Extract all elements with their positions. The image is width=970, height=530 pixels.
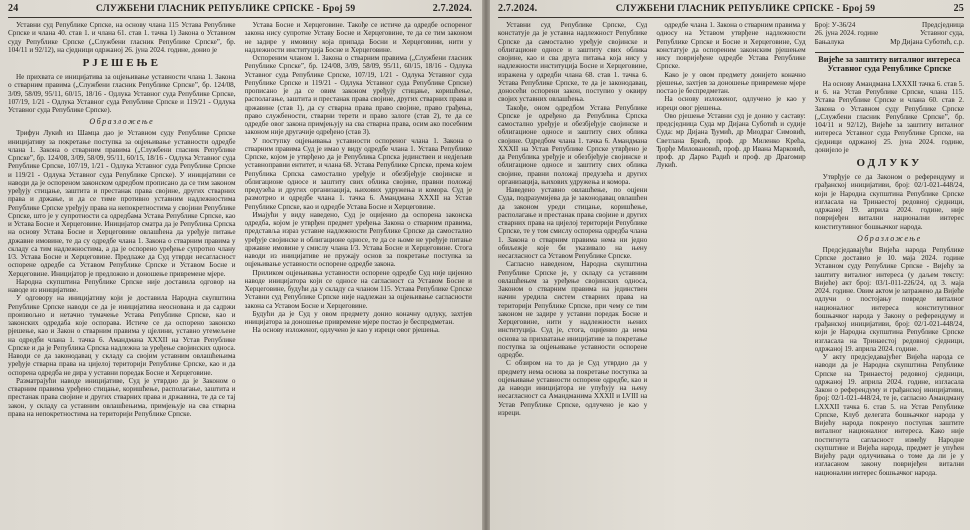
page-number: 25 xyxy=(953,3,964,14)
paragraph: Разматрајући наводе иницијативе, Суд је утврдио да је Законом о стварним правима уређено стицање, коришћење, располагање, заштита и престанак права својине и других стварних права и државина, те да се тај закон, у складу са уставним овлашћењима, примјењује на сва стварна права на непокретностима на територији Републике Српске. xyxy=(8,376,236,418)
issue-date: 2.7.2024. xyxy=(432,3,472,14)
running-head xyxy=(8,3,472,18)
section-heading: РЈЕШЕЊЕ xyxy=(82,57,161,69)
book-gutter xyxy=(482,0,490,530)
signature-line xyxy=(815,21,964,29)
paragraph: Ово рјешење Уставни суд је донио у саставу: предсједница Суда мр Дијана Суботић и судије Суда: мр Дијана Ђумић, др Миодраг Симовић, Светлана Бркић, проф. др Миленко Крећа, Ђорђе Миловановић, проф. др Ивана Марковић, проф. др Дарко Радић и проф. др Драгомир Лукић. xyxy=(656,111,806,170)
section-subheading: Образложење xyxy=(89,117,155,127)
text-columns xyxy=(498,21,964,530)
journal-title: СЛУЖБЕНИ ГЛАСНИК РЕПУБЛИКЕ СРПСКЕ - Број 59 xyxy=(95,4,356,14)
paragraph: одредбе члана 1. Закона о стварним правима у односу на Уставом утврђене надлежности Републике Српске и Босне и Херцеговине, Суд констатује да оспореним законским рјешењем нису повријеђене одредбе Устава Републике Српске. xyxy=(656,21,806,71)
right-page xyxy=(490,0,970,530)
paragraph: У поступку оцјењивања уставности оспореног члана 1. Закона о стварним правима Суд је имао у виду одредбе члана 1. Устава Републике Српске, којом је утврђено да је Република Српска јединствен и недјељив уставноправни ентитет, и члана 68. Устава Републике Српске, према којем Република Српска самостално уређује и обезбјеђује својинске и облигационе односе и заштиту свих облика својине, правни положај предузећа и других организација, њихових удружења и комора. Суд је размотрио и одредбе члана 1. тачка 6. Амандмана XXXII на Устав Републике Српске, као и одредбе Устава Босне и Херцеговине. xyxy=(244,136,472,211)
paragraph: На основу изложеног, одлучено је као у изреци овог рјешења. xyxy=(252,326,440,335)
paragraph: Устава Босне и Херцеговине. Такође се истиче да одредбе оспореног закона нису супротне Уставу Босне и Херцеговине, те да се тим законом не задире у имовину која припада Босни и Херцеговини, нити у надлежности институција Босне и Херцеговине. xyxy=(244,21,472,54)
paragraph: Уставни суд Републике Српске, на основу члана 115 Устава Републике Српске и члана 40. став 1. и члана 61. став 1. тачка 1) Закона о Уставном суду Републике Српске („Службени гласник Републике Српске”, бр. 104/11 и 92/12), на сједници одржаној 26. јуна 2024. године, донио је xyxy=(8,21,236,54)
paragraph: Такође, оном одредбом Устава Републике Српске је одређено да Република Српска самостално уређује и обезбјеђује својинске и облигационе односе и заштиту свих облика својине. Одредбом члана 1. тачка 6. Амандмана XXXII на Устав Републике Српске утврђено је да Република уређује и обезбјеђује својинске и облигационе односе и заштиту свих облика својине, правни положај предузећа и других организација, њихових удружења и комора. xyxy=(498,103,648,186)
paragraph: Уставни суд Републике Српске, Суд констатује да је уставна надлежност Републике Српске да самостално уређује својинске и облигационе односе и заштиту свих облика својине, као и сва друга питања која нису у надлежности институција Босне и Херцеговине, изражена у одредби члана 68. став 1. тачка 6. Устава Републике Српске, те да је законодавац, доносећи оспорени закон, поступио у оквиру својих уставних овлашћења. xyxy=(498,21,648,104)
paragraph: Оспореним чланом 1. Закона о стварним правима („Службени гласник Републике Српске”, бр. 124/08, 3/09, 58/09, 95/11, 60/15, 18/16 - Одлука Уставног суда Републике Српске, 107/19, 1/21 - Одлука Уставног суда Републике Српске и 119/21 - Одлука Уставног суда Републике Српске) прописано је да се овим законом уређују стицање, коришћење, располагање, заштита и престанак права својине, других стварних права и државине (став 1), да су стварна права право својине, право грађења, право службености, стварни терети и право залоге (став 2), те да се одредбе овог закона примјењују на сва стварна права, осим ако посебним законом није другачије одређено (став 3). xyxy=(244,54,472,137)
signature-left: Број: У-36/24 xyxy=(814,21,856,29)
signature-line xyxy=(815,38,964,46)
signature-left: Бањалука xyxy=(814,37,844,46)
signature-right: Уставног суда, xyxy=(919,29,964,38)
paragraph: Како је у овом предмету донијето коначно рјешење, захтјев за доношење привремене мјере постао је беспредметан. xyxy=(656,70,806,95)
column-2 xyxy=(656,21,805,530)
running-head xyxy=(498,3,964,18)
paragraph: Не прихвата се иницијатива за оцјењивање уставности члана 1. Закона о стварним правима („Службени гласник Републике Српске”, бр. 124/08, 3/09, 58/09, 95/11, 60/15, 18/16 - Одлука Уставног суда Републике Српске, 107/19, 1/21 - Одлука Уставног суда Републике Српске и 119/21 - Одлука Уставног суда Републике Српске). xyxy=(8,73,236,114)
paragraph: На основу изложеног, одлучено је као у изреци овог рјешења. xyxy=(656,95,806,112)
column-1 xyxy=(8,21,236,530)
paragraph: Народна скупштина Републике Српске није доставила одговор на наводе из иницијативе. xyxy=(8,277,236,294)
paragraph: Утврђује се да Законом о референдуму и грађанској иницијативи, број: 02/1-021-448/24, који је Народна скупштина Републике Српске изгласала на Тринаестој редовној сједници, одржаној 19. априла 2024. године, није повријеђен витални национални интерес конститутивног бошњачког народа. xyxy=(814,173,964,231)
signature-left: 26. јуна 2024. године xyxy=(814,29,879,38)
paragraph: Наведено уставно овлашћење, по оцјени Суда, подразумијева да је законодавац овлашћен да законом уреди стицање, коришћење, располагање и престанак права својине и других стварних права на цијелој територији Републике Српске, те у том смислу оспорена одредба члана 1. Закона о стварним правима нема ни једно обиљежје које би указивало на њену несагласност са Уставом Републике Српске. xyxy=(498,186,648,260)
paragraph: Трифун Лукић из Шамца дао је Уставном суду Републике Српске иницијативу за покретање поступка за оцјењивање уставности одредбе члана 1. Закона о стварним правима („Службени гласник Републике Српске”, бр. 124/08, 3/09, 58/09, 95/11, 60/15, 18/16 - Одлука Уставног суда Републике Српске, 107/19, 1/21 - Одлука Уставног суда Републике Српске и 119/21 - Одлука Уставног суда Републике Српске). У иницијативи се наводи да је оспореном законском одредбом прописано да се тим законом уређују стицање, заштита и престанак права својине, других стварних права и држање, и да се тиме противно уставним надлежностима Републике Српске уређују права на непокретностима у својини Републике Српске, што је у супротности са одредбама Устава Републике Српске, као и Устава Босне и Херцеговине. Иницијатор сматра да је Република Српска на основу Устава Босне и Херцеговине овлашћена да уређује питање државне имовине, те да су одредбе члана 1. Закона о стварним правима у складу са тим надлежностима, а да је оспорено уређење супротно члану I/3. Устава Босне и Херцеговине. Предлаже да Суд утврди несагласност оспорене одредбе са Уставом Републике Српске и Уставом Босне и Херцеговине. Иницијатор је предложио и доношење привремене мјере. xyxy=(8,129,236,278)
left-page xyxy=(0,0,482,530)
text-columns xyxy=(8,21,472,530)
section-subheading: Образложење xyxy=(856,233,922,243)
column-1 xyxy=(498,21,647,530)
column-2 xyxy=(245,21,473,530)
section-title: Вијеће за заштиту виталног интереса Уставног суда Републике Српске xyxy=(815,52,964,76)
signature-right: Мр Дијана Суботић, с.р. xyxy=(890,37,964,46)
paragraph: У акту предсједавајућег Вијећа народа се наводи да је Народна скупштина Републике Српске на Тринаестој редовној сједници, одржаној 19. априла 2024. године, изгласала Закон о референдуму и грађанској иницијативи, број: 02/1-021-448/24, те је, сагласно Амандману LXXXII тачка 6. став 5. на Устав Републике Српске, Клуб делегата бошњачког народа у Вијећу народа покренуо поступак заштите виталног националног интереса. Како није постигнута сагласност између Народне скупштине и Вијећа народа, предмет је упућен Вијећу ради одлучивања о томе да ли је у изгласаном закону повријеђен витални национални интерес бошњачког народа. xyxy=(814,353,964,477)
paragraph: С обзиром на то да је Суд утврдио да у предмету нема основа за покретање поступка за оцјењивање уставности оспорене одредбе, као и да наводи иницијатора не упућују на њену несагласност са Амандманима XXXII и LVIII на Устав Републике Српске, одлучено је као у изреци. xyxy=(498,359,648,417)
page-number: 24 xyxy=(8,3,19,14)
paragraph: Сагласно наведеном, Народна скупштина Републике Српске је, у складу са уставним овлашћењем за уређење својинских односа, Законом о стварним правима на јединствен начин уредила систем стварних права на територији Републике Српске, при чему се тим законом не задире у уставни поредак Босне и Херцеговине, нити у надлежности њених институција. Суд је, стога, оцијенио да нема основа за прихватање иницијативе за покретање поступка за оцјењивање уставности оспорене одредбе. xyxy=(498,260,648,359)
paragraph: Приликом оцјењивања уставности оспорене одредбе Суд није цијенио наводе иницијатора који се односе на сагласност са Уставом Босне и Херцеговине, будући да у складу са чланом 115. Устава Републике Српске Уставни суд Републике Српске није надлежан за оцјењивање сагласности закона са Уставом Босне и Херцеговине. xyxy=(244,268,472,310)
paragraph: Будући да је Суд у овом предмету донио коначну одлуку, захтјев иницијатора за доношење привремене мјере постао је беспредметан. xyxy=(244,309,472,326)
paragraph: Предсједавајући Вијећа народа Републике Српске доставио је 10. маја 2024. године Уставном суду Републике Српске - Вијећу за заштиту виталног интереса (у даљем тексту: Вијеће) акт број: 03/1-011-226/24, од 3. маја 2024. године. Овим актом је затражено да Вијеће одлучи о постојању повреде виталног националног интереса конститутивног бошњачког народа у Закону о референдуму и грађанској иницијативи, број: 02/1-021-448/24, који је Народна скупштина Републике Српске изгласала на Тринаестој редовној сједници, одржаној 19. априла 2024. године. xyxy=(814,245,964,353)
journal-title: СЛУЖБЕНИ ГЛАСНИК РЕПУБЛИКЕ СРПСКЕ - Број 59 xyxy=(615,4,876,14)
signature-right: Предсједница xyxy=(922,21,964,29)
column-3 xyxy=(815,21,964,530)
paragraph: Имајући у виду наведено, Суд је оцијенио да оспорена законска одредба, којом је утврђен предмет уређења Закона о стварним правима, представља израз уставне надлежности Републике Српске да самостално уређује својинске и облигационе односе, те да се њоме не уређује питање државне имовине у смислу члана I/3. Устава Босне и Херцеговине. Стога наводи из иницијативе не пружају основ за покретање поступка за оцјењивање уставности оспорене одредбе закона. xyxy=(244,210,472,269)
paragraph: У одговору на иницијативу који је доставила Народна скупштина Републике Српске наводи се да је иницијатива неоснована и да садржи произвољно и нетачно тумачење Устава Републике Српске, као и законских одредаба које оспорава. Истиче се да оспорено законско рјешење, као и Закон о стварним правима у цјелини, уставно утемељене на одредби члана 1. тачка 6. Амандмана XXXII на Устав Републике Српске и да је Република Српска надлежна за уређење својинских односа. Наводи се да законодавац у складу са својим уставним овлашћењима уређује стварна права на цијелој територији Републике Српске, као и да оспорена одредба не дира у уставни поредак Босне и Херцеговине. xyxy=(8,294,236,377)
paragraph: На основу Амандмана LXXXII тачка 6. став 5. и 6. на Устав Републике Српске, члана 115. Устава Републике Српске и члана 60. став 2. Закона о Уставном суду Републике Српске („Службени гласник Републике Српске”, бр. 104/11 и 92/12), Вијеће за заштиту виталног интереса Уставног суда Републике Српске, на сједници одржаној 25. јуна 2024. године, донијело је xyxy=(814,79,964,154)
section-heading: ОДЛУКУ xyxy=(856,157,923,169)
issue-date: 2.7.2024. xyxy=(498,3,538,14)
signature-line xyxy=(815,29,964,37)
